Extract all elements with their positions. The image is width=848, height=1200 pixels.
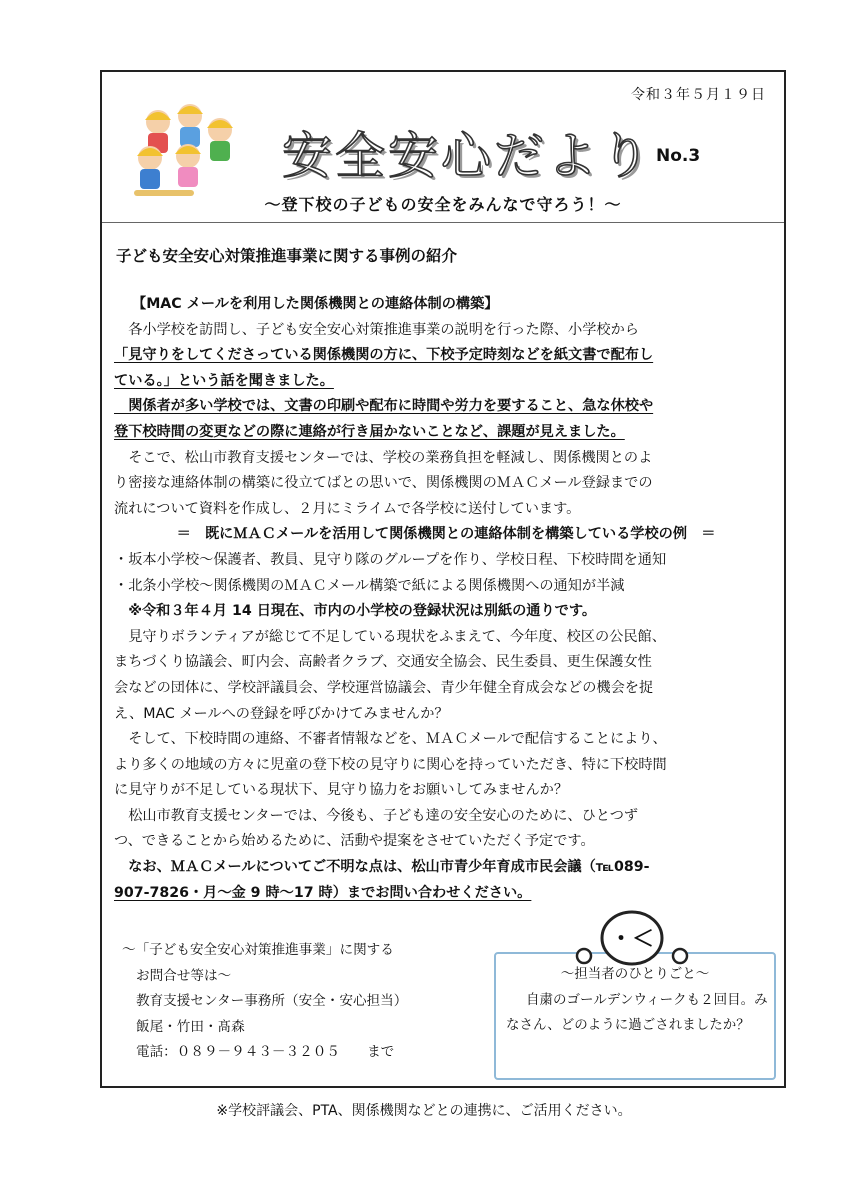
article-body — [114, 292, 778, 906]
article-line: 会などの団体に、学校評議員会、学校運営協議会、青少年健全育成会などの機会を捉 — [114, 679, 654, 696]
section-heading: 子ども安全安心対策推進事業に関する事例の紹介 — [116, 247, 458, 265]
article-line: 流れについて資料を作成し、２月にミライムで各学校に送付しています。 — [114, 500, 581, 517]
memo-title: ～担当者のひとりごと～ — [560, 966, 710, 982]
article-line: そこで、松山市教育支援センターでは、学校の業務負担を軽減し、関係機関とのよ — [114, 449, 653, 466]
header-divider — [102, 222, 784, 223]
article-line: 「見守りをしてくださっている関係機関の方に、下校予定時刻などを紙文書で配布し — [114, 347, 654, 364]
contact-info — [122, 938, 407, 1066]
article-line: まちづくり協議会、町内会、高齢者クラブ、交通安全協会、民生委員、更生保護女性 — [114, 654, 652, 671]
article-subheading: 【MAC メールを利用した関係機関との連絡体制の構築】 — [132, 296, 499, 312]
article-line: 登下校時間の変更などの際に連絡が行き届かないことなど、課題が見えました。 — [114, 423, 625, 440]
contact-line: 教育支援センター事務所（安全・安心担当） — [136, 993, 408, 1009]
newsletter-subtitle: ～登下校の子どもの安全をみんなで守ろう！～ — [264, 195, 622, 214]
issue-date: 令和３年５月１９日 — [631, 87, 766, 103]
article-line: に見守りが不足している現状下、見守り協力をお願いしてみませんか？ — [114, 782, 569, 799]
article-line: え、MAC メールへの登録を呼びかけてみませんか？ — [114, 705, 449, 722]
face-expression: ・＜ — [609, 927, 654, 952]
article-line: り密接な連絡体制の構築に役立てばとの思いで、関係機関のＭＡＣメール登録までの — [114, 475, 653, 492]
contact-line: お問合せ等は～ — [136, 967, 232, 984]
article-line: ・北条小学校～関係機関のＭＡＣメール構築で紙による関係機関への通知が半減 — [114, 577, 625, 594]
contact-line: ～「子ども安全安心対策推進事業」に関する — [122, 942, 394, 958]
article-line: ※令和３年４月 14 日現在、市内の小学校の登録状況は別紙の通りです。 — [114, 603, 597, 620]
article-line: つ、できることから始めるために、活動や提案をさせていただく予定です。 — [114, 833, 595, 850]
face-peeking-icon — [572, 908, 692, 968]
memo-box — [494, 952, 776, 1080]
footer-note: ※学校評議会、PTA、関係機関などとの連携に、ご活用ください。 — [216, 1103, 632, 1119]
article-line: ている。」という話を聞きました。 — [114, 372, 334, 389]
article-line: ＝ 既にＭＡＣメールを活用して関係機関との連絡体制を構築している学校の例 ＝ — [176, 526, 716, 543]
newsletter-title: 安全安心だより — [282, 127, 653, 185]
memo-text: 自粛のゴールデンウィークも２回目。みなさん、どのように過ごされましたか？ — [506, 992, 768, 1033]
contact-line: 飯尾・竹田・髙森 — [136, 1018, 245, 1035]
article-line: なお、ＭＡＣメールについてご不明な点は、松山市青少年育成市民会議（℡089- — [114, 859, 650, 876]
newsletter-frame — [100, 70, 786, 1088]
issue-number: No.3 — [656, 146, 701, 166]
article-line: ・坂本小学校～保護者、教員、見守り隊のグループを作り、学校日程、下校時間を通知 — [114, 551, 667, 568]
children-illustration-icon — [128, 100, 246, 200]
article-line: より多くの地域の方々に児童の登下校の見守りに関心を持っていただき、特に下校時間 — [114, 756, 667, 773]
article-line: 各小学校を訪問し、子ども安全安心対策推進事業の説明を行った際、小学校から — [114, 321, 639, 338]
article-line: 907-7826・月～金 9 時～17 時）までお問い合わせください。 — [114, 884, 532, 901]
article-line: そして、下校時間の連絡、不審者情報などを、ＭＡＣメールで配信することにより、 — [114, 731, 667, 748]
article-line: 松山市教育支援センターでは、今後も、子ども達の安全安心のために、ひとつず — [114, 807, 639, 824]
article-line: 見守りボランティアが総じて不足している現状をふまえて、今年度、校区の公民館、 — [114, 628, 666, 645]
contact-phone: 電話：０８９－９４３－３２０５ まで — [136, 1044, 395, 1060]
article-line: 関係者が多い学校では、文書の印刷や配布に時間や労力を要すること、急な休校や — [114, 398, 654, 415]
